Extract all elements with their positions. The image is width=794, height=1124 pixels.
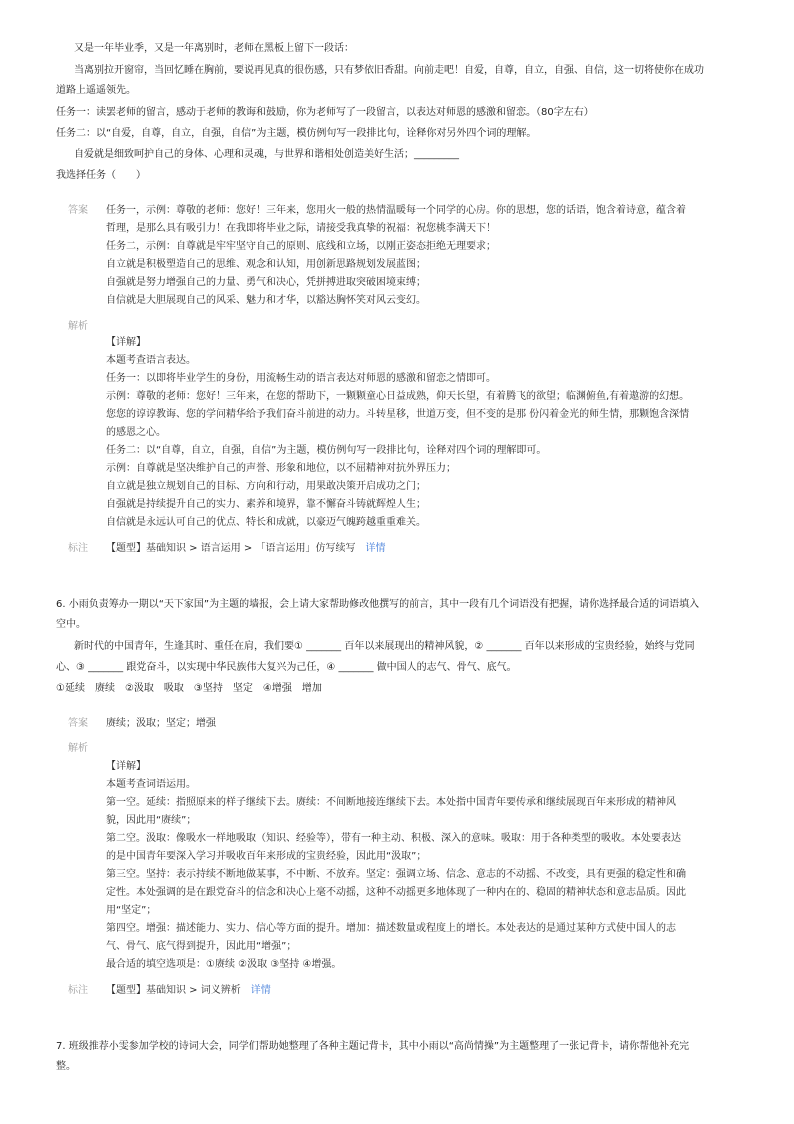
analysis-line: 自信就是永远认可自己的优点、特长和成就，以豪迈气魄跨越重重难关。 xyxy=(106,517,426,528)
analysis-line: 示例：自尊就是坚决维护自己的声誉、形象和地位，以不屈精神对抗外界压力； xyxy=(106,463,456,474)
answer-line: 任务一，示例：尊敬的老师：您好！三年来，您用火一般的热情温暖每一个同学的心房。你的思想，您的话语，饱含着诗意，蕴含着 xyxy=(106,205,686,216)
choice-line: 我选择任务（ ） xyxy=(56,170,146,181)
tag-text: 【题型】基础知识 > 词义辨析 xyxy=(106,985,241,996)
detail-link[interactable]: 详情 xyxy=(250,985,271,996)
intro-line-3: 道路上遥遥领先。 xyxy=(56,85,136,96)
analysis-line: 自立就是独立规划自己的目标、方向和行动，用果敢决策开启成功之门； xyxy=(106,481,426,492)
intro-line-2: 当离别拉开窗帘，当回忆睡在胸前，要说再见真的很伤感，只有梦依旧香甜。向前走吧！自爱，自尊，自立，自强、自信，这一切将使你在成功 xyxy=(74,65,704,76)
q6-stem-text: 小雨负责筹办一期以“天下家国”为主题的墙报，会上请大家帮助修改他撰写的前言，其中一段有几个词语没有把握，请你选择最合适的词语填入 xyxy=(68,599,700,610)
example-line: 自爱就是细致呵护自己的身体、心理和灵魂，与世界和谐相处创造美好生活；_________ xyxy=(74,149,459,160)
analysis-line: 的感恩之心。 xyxy=(106,427,166,438)
question-number: 7. xyxy=(56,1041,66,1052)
answer-line: 自信就是大胆展现自己的风采、魅力和才华，以豁达胸怀笑对风云变幻。 xyxy=(106,295,426,306)
analysis-line: 【详解】 xyxy=(106,761,146,772)
analysis-line: 【详解】 xyxy=(106,337,146,348)
analysis-label: 解析 xyxy=(68,743,88,754)
question-number: 6. xyxy=(56,599,66,610)
analysis-line: 最合适的填空选项是：①赓续 ②汲取 ③坚持 ④增强。 xyxy=(106,959,342,970)
analysis-line: 定性。本处强调的是在跟党奋斗的信念和决心上毫不动摇，这种不动摇更多地体现了一种内在的、稳固的精神状态和意志品质。因此 xyxy=(106,887,686,898)
analysis-line: 本题考查语言表达。 xyxy=(106,355,196,366)
q7-stem-line xyxy=(56,1040,689,1054)
analysis-line: 第四空。增强：描述能力、实力、信心等方面的提升。增加：描述数量或程度上的增长。本处表达的是通过某种方式使中国人的志 xyxy=(106,923,676,934)
q6-stem-line: 空中。 xyxy=(56,619,86,630)
intro-line-1: 又是一年毕业季，又是一年离别时，老师在黑板上留下一段话： xyxy=(74,43,354,54)
tag-label: 标注 xyxy=(68,543,88,554)
analysis-line: 貌，因此用“赓续”； xyxy=(106,815,197,826)
tag-text: 【题型】基础知识 > 语言运用 > 「语言运用」仿写续写 xyxy=(106,543,356,554)
detail-link[interactable]: 详情 xyxy=(365,543,386,554)
answer-line: 哲理，是那么具有吸引力！在我即将毕业之际，请接受我真挚的祝福：祝您桃李满天下！ xyxy=(106,223,496,234)
tag-line xyxy=(106,984,271,998)
tag-line xyxy=(106,542,385,556)
analysis-line: 气、骨气、底气得到提升，因此用“增强”； xyxy=(106,941,297,952)
answer-line: 任务二，示例：自尊就是牢牢坚守自己的原则、底线和立场，以刚正姿态拒绝无理要求； xyxy=(106,241,496,252)
analysis-label: 解析 xyxy=(68,321,88,332)
analysis-line: 示例：尊敬的老师：您好！三年来，在您的帮助下，一颗颗童心日益成熟，仰天长望，有着腾飞的欲望；临渊俯鱼,有着遨游的幻想。 xyxy=(106,391,690,402)
q6-options-line: ①延续 赓续 ②汲取 吸取 ③坚持 坚定 ④增强 增加 xyxy=(56,683,322,694)
analysis-line: 任务一：以即将毕业学生的身份，用流畅生动的语言表达对师恩的感激和留恋之情即可。 xyxy=(106,373,496,384)
analysis-line: 第一空。延续：指照原来的样子继续下去。赓续：不间断地接连继续下去。本处指中国青年要传承和继续展现百年来形成的精神风 xyxy=(106,797,676,808)
analysis-line: 任务二：以“自尊，自立，自强，自信”为主题，模仿例句写一段排比句，诠释对四个词的理解即可。 xyxy=(106,445,547,456)
analysis-line: 第二空。汲取：像吸水一样地吸取（知识、经验等），带有一种主动、积极、深入的意味。吸取：用于各种类型的吸收。本处要表达 xyxy=(106,833,681,844)
task-one-line: 任务一：读罢老师的留言，感动于老师的教诲和鼓励，你为老师写了一段留言，以表达对师恩的感激和留恋。（80字左右） xyxy=(56,107,594,118)
q7-stem-line: 整。 xyxy=(56,1061,76,1072)
answer-line: 自强就是努力增强自己的力量、勇气和决心，凭拼搏进取突破困境束缚； xyxy=(106,277,426,288)
q6-stem-line xyxy=(56,598,699,612)
analysis-line: 用“坚定”； xyxy=(106,905,157,916)
task-two-line: 任务二：以“自爱，自尊，自立，自强，自信”为主题，模仿例句写一段排比句，诠释你对另外四个词的理解。 xyxy=(56,128,537,139)
analysis-line: 本题考查词语运用。 xyxy=(106,779,196,790)
answer-line: 自立就是积极塑造自己的思维、观念和认知，用创新思路规划发展蓝图； xyxy=(106,259,426,270)
analysis-line: 您您的谆谆教诲、您的学问精华给予我们奋斗前进的动力。斗转星移，世道万变，但不变的是那 份闪着金光的师生情，那颗饱含深情 xyxy=(106,409,690,420)
answer-label: 答案 xyxy=(68,205,88,216)
analysis-line: 自强就是持续提升自己的实力、素养和境界，靠不懈奋斗铸就辉煌人生； xyxy=(106,499,426,510)
answer-line: 赓续；汲取；坚定；增强 xyxy=(106,718,216,729)
analysis-line: 的是中国青年要深入学习并吸收百年来形成的宝贵经验，因此用“汲取”； xyxy=(106,851,427,862)
q6-stem-line: 心、③ _______ 跟党奋斗，以实现中华民族伟大复兴为己任，④ _______ 做中国人的志气、骨气、底气。 xyxy=(56,662,517,673)
tag-label: 标注 xyxy=(68,985,88,996)
analysis-line: 第三空。坚持：表示持续不断地做某事，不中断、不放弃。坚定：强调立场、信念、意志的不动摇、不改变，具有更强的稳定性和确 xyxy=(106,869,686,880)
q7-stem-text: 班级推荐小雯参加学校的诗词大会，同学们帮助她整理了各种主题记背卡，其中小雨以“高尚情操”为主题整理了一张记背卡，请你帮他补充完 xyxy=(68,1041,690,1052)
answer-label: 答案 xyxy=(68,718,88,729)
q6-stem-line: 新时代的中国青年，生逢其时、重任在肩，我们要① _______ 百年以来展现出的精神风貌，② _______ 百年以来形成的宝贵经验，始终与党同 xyxy=(74,641,695,652)
